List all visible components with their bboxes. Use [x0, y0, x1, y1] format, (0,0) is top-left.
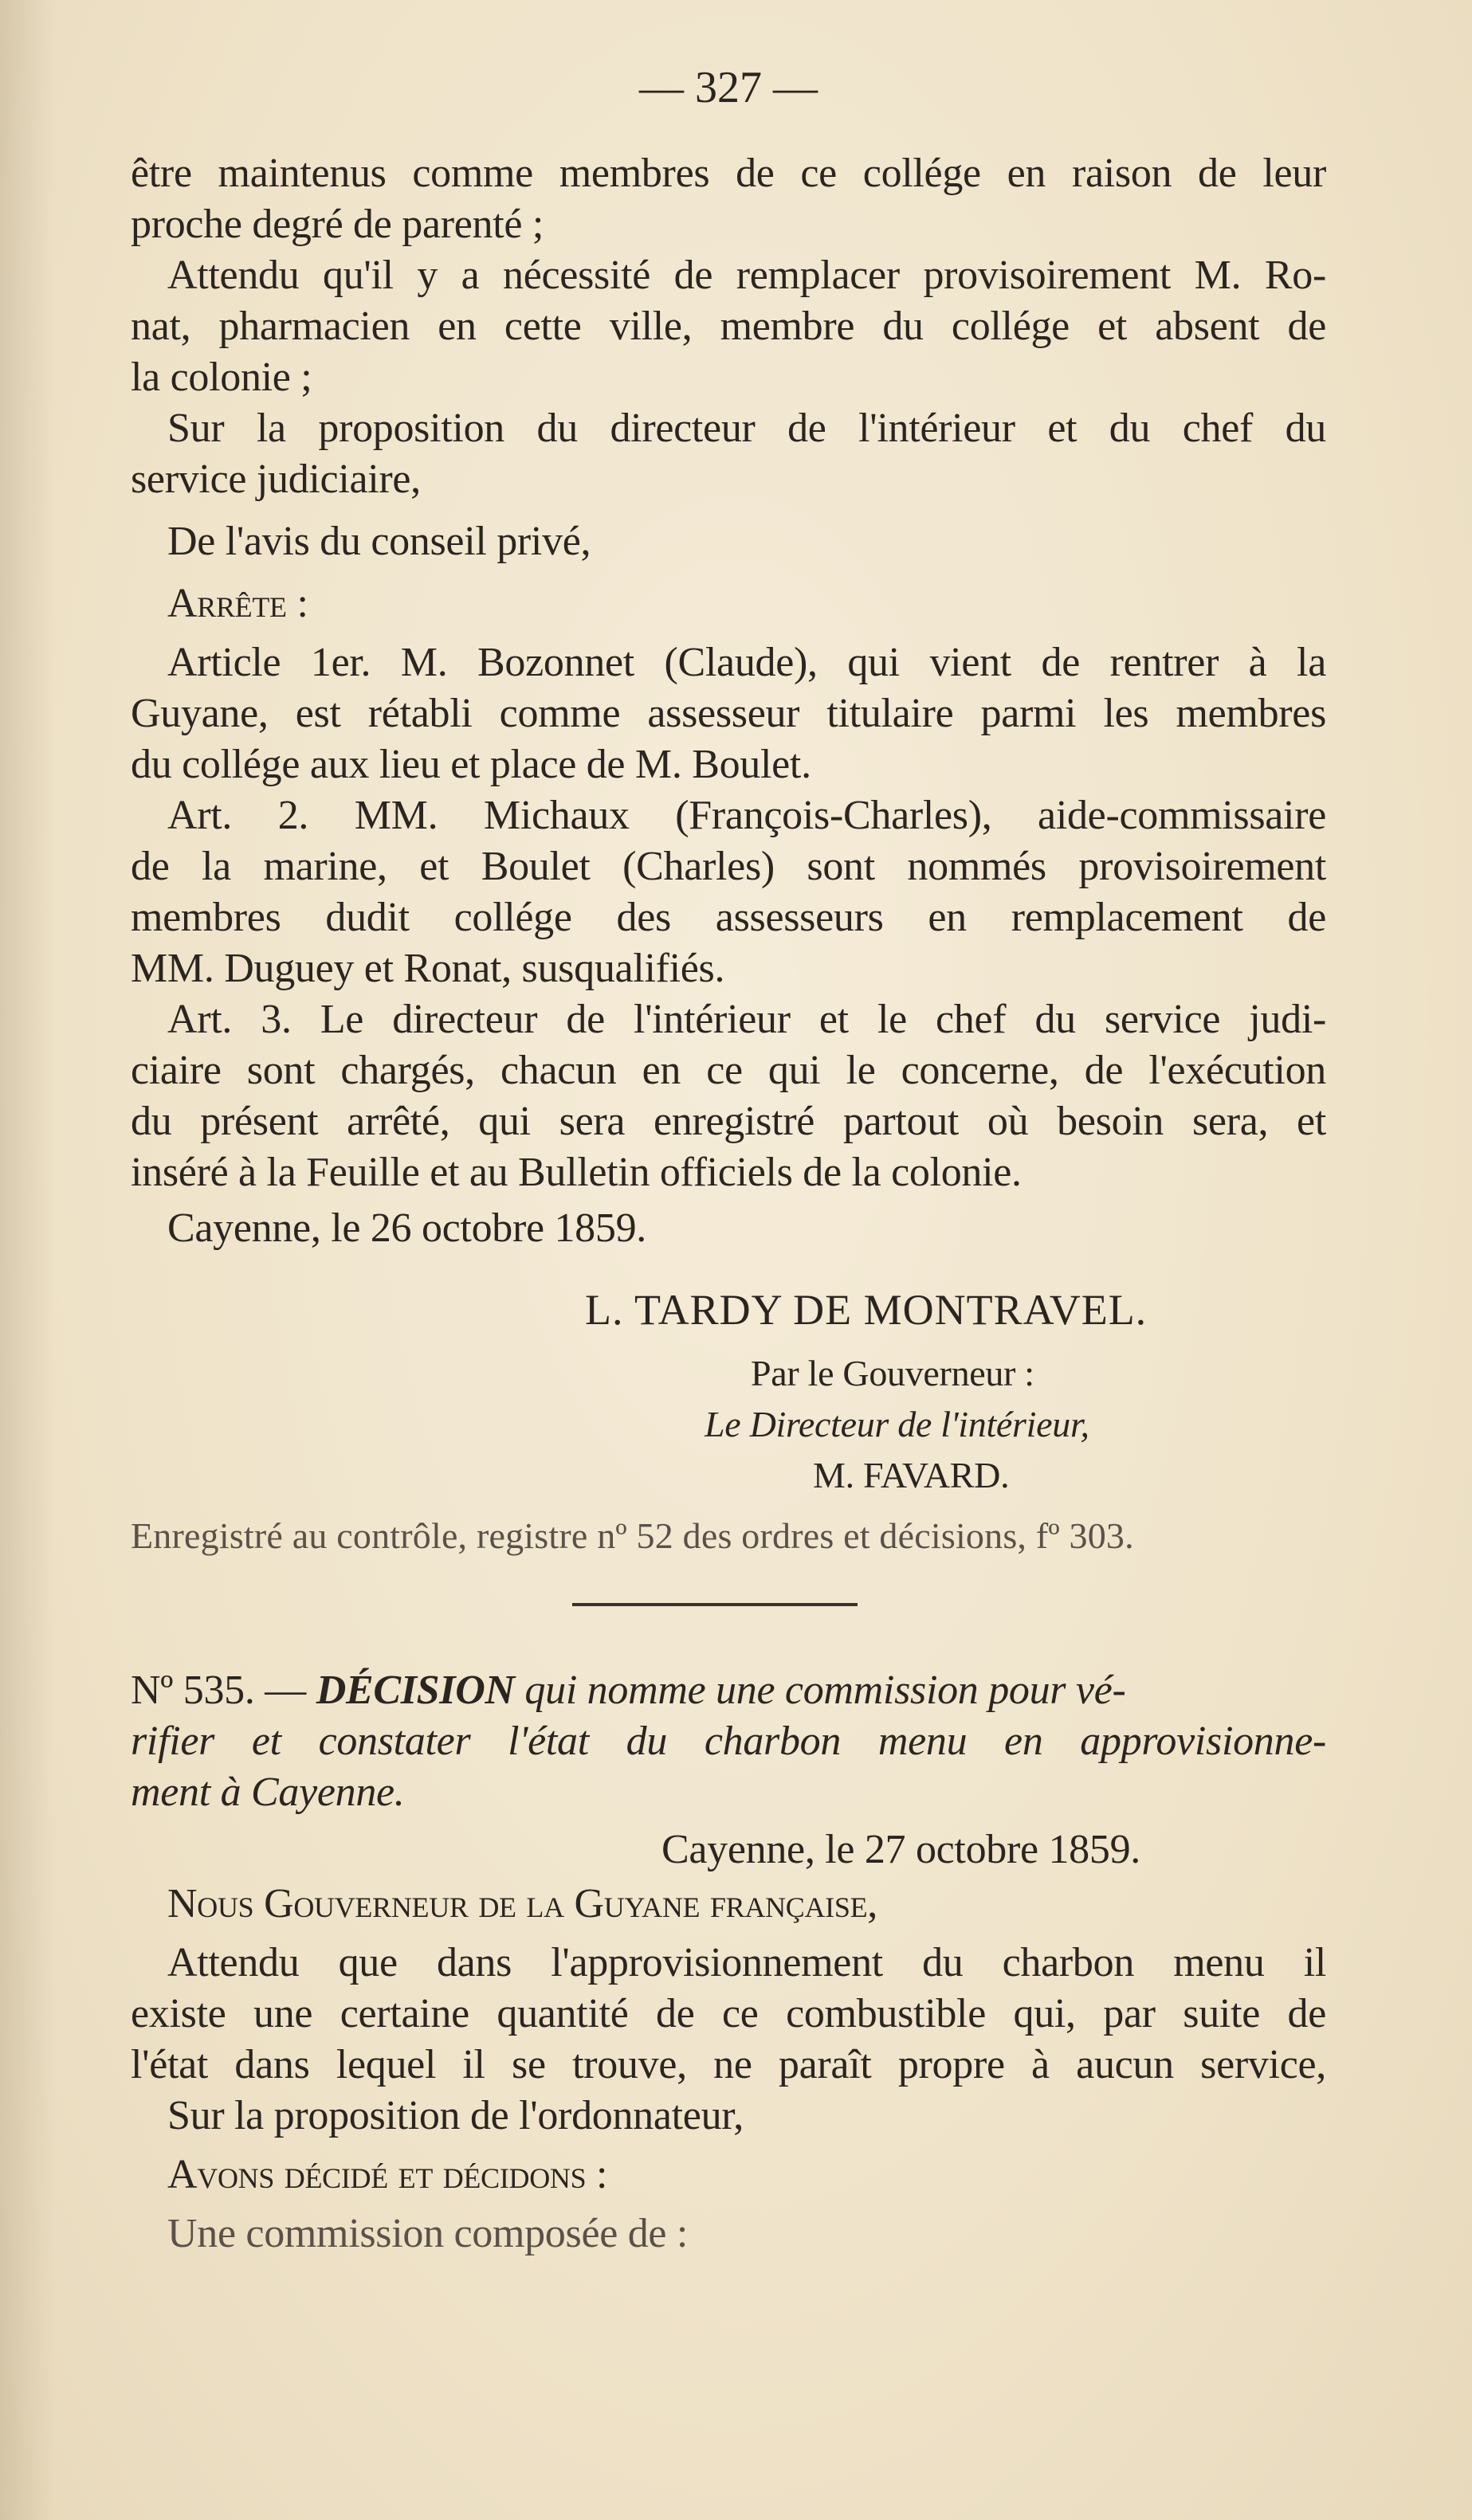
text-line: De l'avis du conseil privé,: [167, 519, 591, 564]
section-divider: [572, 1603, 858, 1606]
text-line: ciaire sont chargés, chacun en ce qui le concerne, de l'exécution: [131, 1048, 1326, 1093]
decision-heading-rest: qui nomme une commission pour vé-: [524, 1668, 1126, 1713]
arrete-heading: Arrête :: [167, 581, 308, 626]
avons-decide-line: Avons décidé et décidons :: [167, 2152, 608, 2197]
decision-heading-line3: ment à Cayenne.: [131, 1769, 405, 1815]
text-line: proche degré de parenté ;: [131, 202, 544, 247]
text-line: service judiciaire,: [131, 457, 421, 502]
text-line: Art. 3. Le directeur de l'intérieur et le chef du service judi-: [167, 997, 1326, 1042]
text-line: MM. Duguey et Ronat, susqualifiés.: [131, 946, 725, 991]
decision-title: DÉCISION: [316, 1668, 515, 1713]
decision-number: Nº 535.: [131, 1668, 255, 1713]
nous-gouverneur-line: Nous Gouverneur de la Guyane française,: [167, 1881, 877, 1926]
text-line: Art. 2. MM. Michaux (François-Charles), aide-commissaire: [167, 793, 1326, 838]
text-line: du présent arrêté, qui sera enregistré partout où besoin sera, et: [131, 1099, 1326, 1144]
date-line: Cayenne, le 26 octobre 1859.: [167, 1205, 646, 1251]
page-number: — 327 —: [639, 63, 818, 112]
page-gutter-shadow: [0, 0, 56, 2520]
decision-dash: —: [265, 1668, 306, 1713]
text-line: nat, pharmacien en cette ville, membre du collége et absent de: [131, 304, 1326, 349]
text-line: [167, 1879, 1326, 1930]
text-line: Article 1er. M. Bozonnet (Claude), qui vient de rentrer à la: [167, 640, 1326, 685]
text-line: Attendu qu'il y a nécessité de remplacer provisoirement M. Ro-: [167, 253, 1326, 298]
signature-official: M. FAVARD.: [813, 1455, 1010, 1495]
signature-name: L. TARDY DE MONTRAVEL.: [585, 1286, 1148, 1334]
text-line: de la marine, et Boulet (Charles) sont nommés provisoirement: [131, 844, 1326, 889]
signature-role: Le Directeur de l'intérieur,: [705, 1404, 1089, 1444]
text-line: existe une certaine quantité de ce combustible qui, par suite de: [131, 1991, 1326, 2036]
text-line: être maintenus comme membres de ce collége en raison de leur: [131, 151, 1326, 196]
text-line: du collége aux lieu et place de M. Boulet.: [131, 742, 811, 787]
signature-by: Par le Gouverneur :: [751, 1353, 1034, 1393]
registration-note: Enregistré au contrôle, registre nº 52 des ordres et décisions, fº 303.: [131, 1515, 1134, 1556]
text-line: Sur la proposition du directeur de l'intérieur et du chef du: [167, 406, 1326, 451]
text-line: l'état dans lequel il se trouve, ne paraît propre à aucun service,: [131, 2042, 1326, 2087]
text-line: membres dudit collége des assesseurs en remplacement de: [131, 895, 1326, 940]
decision-date: Cayenne, le 27 octobre 1859.: [661, 1827, 1140, 1872]
text-line: Attendu que dans l'approvisionnement du charbon menu il: [167, 1940, 1326, 1985]
decision-heading-line1: [131, 1665, 1326, 1716]
text-line: Sur la proposition de l'ordonnateur,: [167, 2093, 744, 2138]
text-line: inséré à la Feuille et au Bulletin officiels de la colonie.: [131, 1150, 1022, 1195]
decision-heading-line2: rifier et constater l'état du charbon menu en approvisionne-: [131, 1719, 1326, 1764]
text-line: Guyane, est rétabli comme assesseur titulaire parmi les membres: [131, 691, 1326, 736]
text-line: Une commission composée de :: [167, 2211, 689, 2256]
text-line: la colonie ;: [131, 355, 312, 400]
